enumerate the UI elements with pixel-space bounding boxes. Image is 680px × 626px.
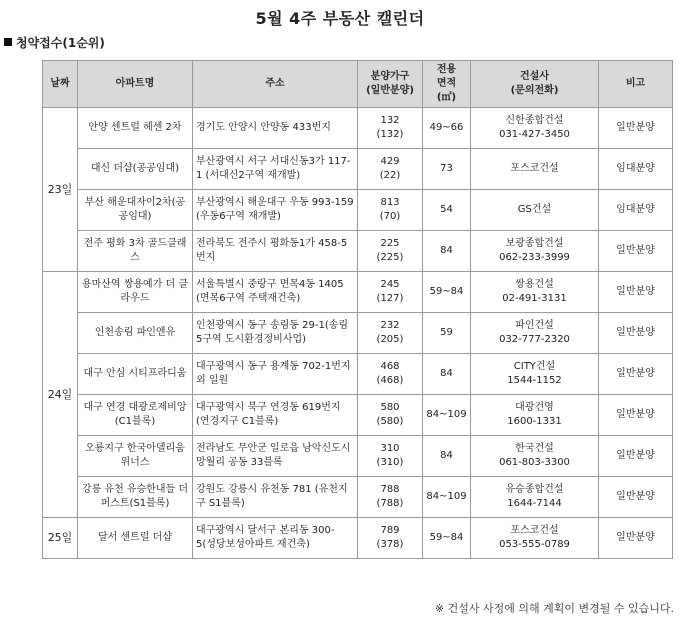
units-general: (378) (376, 539, 404, 550)
area-cell: 54 (423, 190, 471, 231)
units-general: (132) (376, 129, 404, 140)
units-total: 580 (380, 402, 400, 413)
footer-note: ※ 건설사 사정에 의해 계획이 변경될 수 있습니다. (434, 602, 674, 615)
address-cell: 대구광역시 동구 용계동 702-1번지 외 일원 (193, 354, 358, 395)
units-total: 245 (380, 279, 400, 290)
table-row (43, 149, 673, 190)
address-cell: 전라북도 전주시 평화동1가 458-5번지 (193, 231, 358, 272)
apt-name-cell: 강릉 유천 유승한내들 더 퍼스트(S1블록) (78, 477, 193, 518)
date-cell: 25일 (43, 518, 78, 559)
apt-name-cell: 달서 센트럴 더샵 (78, 518, 193, 559)
header-builder: 건설사 (문의전화) (471, 61, 599, 108)
note-cell: 일반분양 (599, 436, 673, 477)
units-total: 813 (380, 197, 400, 208)
note-cell: 일반분양 (599, 313, 673, 354)
builder-builder: 파인건설 (515, 320, 554, 331)
address-cell: 전라남도 무안군 일로읍 남악신도시 망월리 공동 33블록 (193, 436, 358, 477)
units-general: (580) (376, 416, 404, 427)
builder-builder: 쌍용건설 (515, 279, 554, 290)
note-cell: 일반분양 (599, 108, 673, 149)
units-total: 232 (380, 320, 400, 331)
table-row (43, 477, 673, 518)
table-row (43, 313, 673, 354)
units-cell (358, 231, 423, 272)
builder-cell (471, 231, 599, 272)
table-header-row (43, 61, 673, 108)
units-total: 468 (380, 361, 400, 372)
units-general: (468) (376, 375, 404, 386)
builder-builder: 유승종합건설 (505, 484, 564, 495)
units-general: (22) (379, 170, 401, 181)
builder-phone: 02-491-3131 (502, 293, 567, 304)
builder-cell (471, 354, 599, 395)
builder-builder: CITY건설 (513, 361, 556, 372)
calendar-table (42, 60, 673, 559)
area-cell: 84~109 (423, 477, 471, 518)
builder-phone: 053-555-0789 (499, 539, 570, 550)
units-cell (358, 395, 423, 436)
units-cell (358, 518, 423, 559)
note-cell: 일반분양 (599, 518, 673, 559)
units-general: (205) (376, 334, 404, 345)
builder-phone: 031-427-3450 (499, 129, 570, 140)
table-row (43, 436, 673, 477)
address-cell: 서울특별시 중랑구 면목4동 1405 (면목6구역 주택재건축) (193, 272, 358, 313)
date-cell: 24일 (43, 272, 78, 518)
address-cell: 대구광역시 달서구 본리동 300-5(성당보성아파트 재건축) (193, 518, 358, 559)
area-cell: 84 (423, 436, 471, 477)
units-general: (70) (379, 211, 401, 222)
units-cell (358, 108, 423, 149)
note-cell: 일반분양 (599, 272, 673, 313)
header-area: 전용 면적 (㎡) (423, 61, 471, 108)
builder-cell (471, 436, 599, 477)
area-cell: 59 (423, 313, 471, 354)
area-cell: 59~84 (423, 518, 471, 559)
builder-phone: 061-803-3300 (499, 457, 570, 468)
builder-cell (471, 149, 599, 190)
units-total: 429 (380, 156, 400, 167)
builder-builder: 한국건설 (515, 443, 554, 454)
builder-builder: 포스코건설 (510, 525, 559, 536)
builder-builder: 신한종합건설 (505, 115, 564, 126)
section-heading (4, 34, 105, 51)
builder-cell (471, 108, 599, 149)
table-row (43, 354, 673, 395)
address-cell: 강원도 강릉시 유천동 781 (유천지구 S1블록) (193, 477, 358, 518)
units-total: 225 (380, 238, 400, 249)
units-cell (358, 272, 423, 313)
area-cell: 84 (423, 354, 471, 395)
apt-name-cell: 안양 센트럴 헤센 2차 (78, 108, 193, 149)
header-units: 분양가구 (일반분양) (358, 61, 423, 108)
table-row (43, 190, 673, 231)
note-cell: 일반분양 (599, 231, 673, 272)
note-cell: 일반분양 (599, 395, 673, 436)
table-row (43, 395, 673, 436)
header-addr: 주소 (193, 61, 358, 108)
note-cell: 임대분양 (599, 149, 673, 190)
header-apt: 아파트명 (78, 61, 193, 108)
units-total: 132 (380, 115, 400, 126)
builder-builder: 대광건영 (515, 402, 554, 413)
address-cell: 부산광역시 서구 서대신동3가 117-1 (서대신2구역 재개발) (193, 149, 358, 190)
apt-name-cell: 전주 평화 3차 골드클래스 (78, 231, 193, 272)
units-cell (358, 436, 423, 477)
apt-name-cell: 대신 더샵(공공임대) (78, 149, 193, 190)
units-cell (358, 354, 423, 395)
area-cell: 84 (423, 231, 471, 272)
table-row (43, 231, 673, 272)
units-total: 788 (380, 484, 400, 495)
builder-cell (471, 313, 599, 354)
date-cell: 23일 (43, 108, 78, 272)
apt-name-cell: 대구 안심 시티프라디움 (78, 354, 193, 395)
builder-builder: 보광종합건설 (505, 238, 564, 249)
builder-phone: 1644-7144 (507, 498, 562, 509)
builder-builder: 포스코건설 (510, 163, 559, 174)
builder-cell (471, 272, 599, 313)
units-cell (358, 190, 423, 231)
units-general: (310) (376, 457, 404, 468)
units-total: 789 (380, 525, 400, 536)
table-row (43, 518, 673, 559)
area-cell: 59~84 (423, 272, 471, 313)
builder-cell (471, 477, 599, 518)
builder-phone: 1544-1152 (507, 375, 562, 386)
address-cell: 부산광역시 해운대구 우동 993-159 (우동6구역 재개발) (193, 190, 358, 231)
address-cell: 경기도 안양시 안양동 433번지 (193, 108, 358, 149)
units-total: 310 (380, 443, 400, 454)
address-cell: 인천광역시 동구 송림동 29-1(송림5구역 도시환경정비사업) (193, 313, 358, 354)
apt-name-cell: 대구 연경 대광로제비앙(C1블록) (78, 395, 193, 436)
apt-name-cell: 오룡지구 한국아델리움 위너스 (78, 436, 193, 477)
units-cell (358, 477, 423, 518)
note-cell: 임대분양 (599, 190, 673, 231)
area-cell: 49~66 (423, 108, 471, 149)
apt-name-cell: 부산 해운대자이2차(공공임대) (78, 190, 193, 231)
apt-name-cell: 용마산역 쌍용예가 더 클라우드 (78, 272, 193, 313)
builder-phone: 1600-1331 (507, 416, 562, 427)
square-bullet-icon (4, 38, 12, 46)
builder-cell (471, 518, 599, 559)
units-general: (225) (376, 252, 404, 263)
builder-phone: 032-777-2320 (499, 334, 570, 345)
note-cell: 일반분양 (599, 477, 673, 518)
area-cell: 73 (423, 149, 471, 190)
section-label: 청약접수(1순위) (16, 36, 105, 50)
apt-name-cell: 인천송림 파인앤유 (78, 313, 193, 354)
builder-cell (471, 190, 599, 231)
area-cell: 84~109 (423, 395, 471, 436)
units-general: (788) (376, 498, 404, 509)
builder-phone: 062-233-3999 (499, 252, 570, 263)
builder-builder: GS건설 (517, 204, 552, 215)
units-cell (358, 313, 423, 354)
address-cell: 대구광역시 북구 연경동 619번지 (연경지구 C1블록) (193, 395, 358, 436)
note-cell: 일반분양 (599, 354, 673, 395)
units-cell (358, 149, 423, 190)
table-row (43, 108, 673, 149)
table-row (43, 272, 673, 313)
header-date: 날짜 (43, 61, 78, 108)
units-general: (127) (376, 293, 404, 304)
builder-cell (471, 395, 599, 436)
header-note: 비고 (599, 61, 673, 108)
page-title: 5월 4주 부동산 캘린더 (255, 9, 425, 28)
